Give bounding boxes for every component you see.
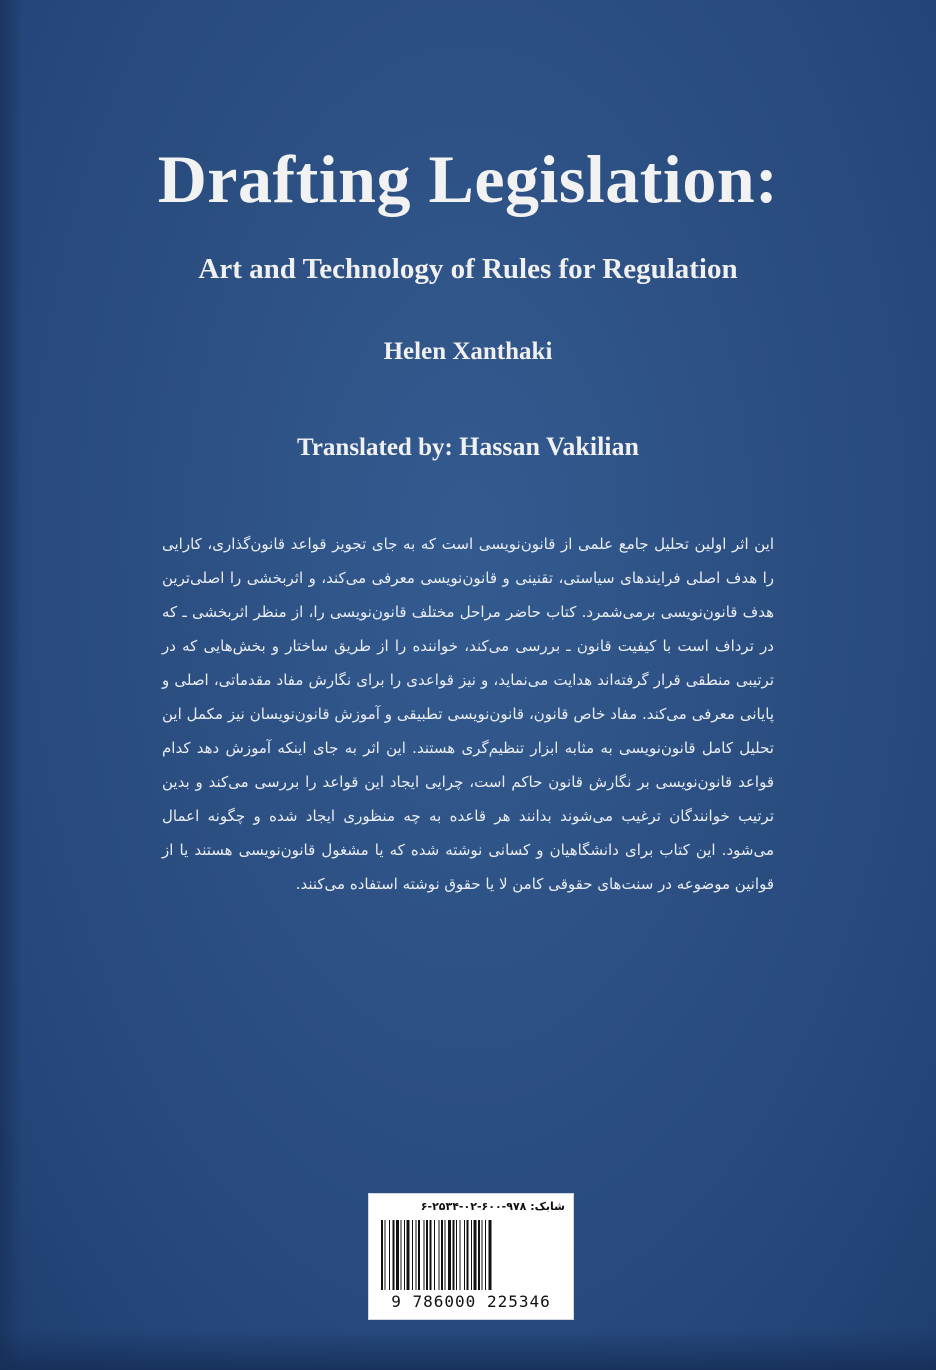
isbn-label: شابک: xyxy=(530,1200,565,1213)
isbn-line xyxy=(375,1200,565,1213)
book-title: Drafting Legislation: xyxy=(157,141,779,217)
isbn-number: ۹۷۸-۶۰۰-۰۲-۲۵۳۴-۶ xyxy=(420,1200,527,1213)
translator-line xyxy=(0,432,936,462)
translated-by-label: Translated by: xyxy=(297,434,453,461)
book-description: این اثر اولین تحلیل جامع علمی از قانون‌نویسی است که به جای تجویز قواعد قانون‌گذاری، کارایی را هدف اصلی فرایندهای سیاستی، تقنینی و قانون‌نویسی معرفی می‌کند، و اثربخشی را اصلی‌ترین هدف قانون‌نویسی برمی‌شمرد. کتاب حاضر مراحل مختلف قانون‌نویسی را، از منظر اثربخشی ـ که در ترداف است با کیفیت قانون ـ بررسی می‌کند، خواننده را از طریق ساختار و بخش‌هایی که در ترتیبی منطقی قرار گرفته‌اند هدایت می‌نماید، و نیز قواعدی را برای نگارش مفاد مقدماتی، اصلی و پایانی معرفی می‌کند. مفاد خاص قانون، قانون‌نویسی تطبیقی و آموزش قانون‌نویسان نیز مکمل این تحلیل کامل قانون‌نویسی به مثابه ابزار تنظیم‌گری هستند. این اثر به جای اینکه آموزش دهد کدام قواعد قانون‌نویسی بر نگارش قانون حاکم است، چرایی ایجاد این قواعد را بررسی می‌کند و بدین ترتیب خوانندگان ترغیب می‌شوند بدانند هر قاعده به چه منظوری ایجاد شده و چگونه اعمال می‌شود. این کتاب برای دانشگاهیان و کسانی نوشته شده که یا مشغول قانون‌نویسی هستند یا از قوانین موضوعه در سنت‌های حقوقی کامن لا یا حقوق نوشته استفاده می‌کنند. xyxy=(162,535,774,893)
cover-bottom-shadow xyxy=(0,1330,936,1370)
barcode-image xyxy=(379,1220,563,1290)
barcode-digits: 9 786000 225346 xyxy=(391,1292,551,1311)
translator-name: Hassan Vakilian xyxy=(459,432,639,461)
book-author: Helen Xanthaki xyxy=(383,338,553,365)
book-subtitle: Art and Technology of Rules for Regulation xyxy=(198,253,738,285)
isbn-barcode-box xyxy=(368,1193,574,1320)
